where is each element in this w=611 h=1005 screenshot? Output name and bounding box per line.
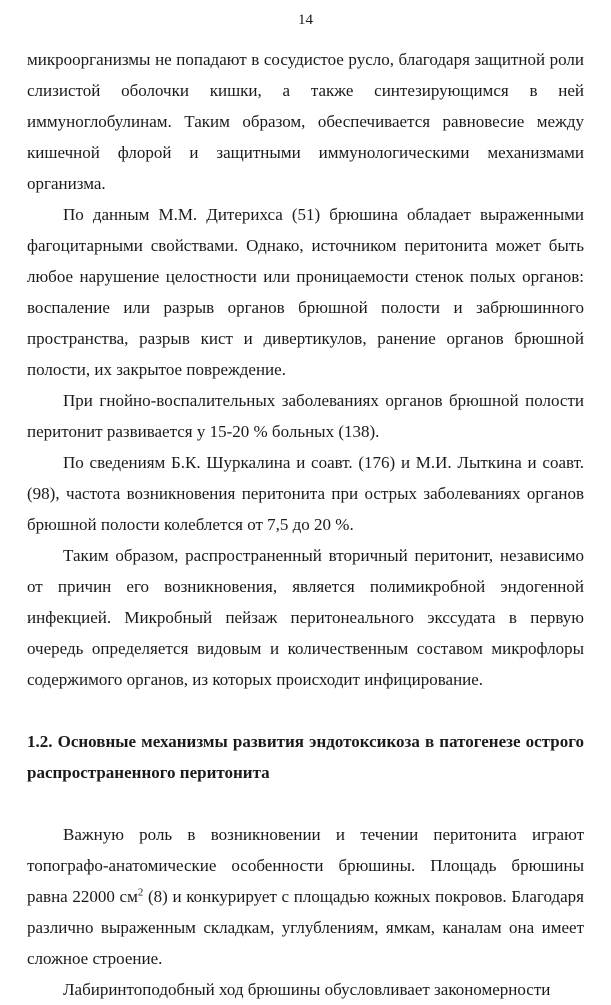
paragraph-text-part: (8) и конкурирует с площадью кожных покровов. Благодаря различно выраженным складкам, углублениям, ямкам, каналам она имеет сложное строение. xyxy=(27,887,584,968)
page-number: 14 xyxy=(298,12,313,28)
spacer xyxy=(27,695,584,726)
paragraph-continuation: микроорганизмы не попадают в сосудистое русло, благодаря защитной роли слизистой оболочки кишки, а также синтезирующимся в ней иммуноглобулинам. Таким образом, обеспечивается равновесие между кишечной флорой и защитными иммунологическими механизмами организма. xyxy=(27,50,584,193)
paragraph-frequency: По сведениям Б.К. Шуркалина и соавт. (176) и М.И. Лыткина и соавт. (98), частота возникновения перитонита при острых заболеваниях органов брюшной полости колеблется от 7,5 до 20 %. xyxy=(27,453,584,534)
superscript: 2 xyxy=(137,886,144,899)
spacer xyxy=(27,788,584,819)
paragraph-diterichs: По данным М.М. Дитерихса (51) брюшина обладает выраженными фагоцитарными свойствами. Однако, источником перитонита может быть любое нарушение целостности или проницаемости стенок полых органов: воспаление или разрыв органов брюшной полости и забрюшинного пространства, разрыв кист и дивертикулов, ранение органов брюшной полости, их закрытое повреждение. xyxy=(27,205,584,379)
paragraph-labyrinth: Лабиринтоподобный ход брюшины обусловливает закономерности xyxy=(63,980,551,999)
paragraph-conclusion: Таким образом, распространенный вторичный перитонит, независимо от причин его возникновения, является полимикробной эндогенной инфекцией. Микробный пейзаж перитонеального экссудата в первую очередь определяется видовым и количественным составом микрофлоры содержимого органов, из которых происходит инфицирование. xyxy=(27,546,584,689)
page-body xyxy=(27,44,584,1005)
paragraph-incidence: При гнойно-воспалительных заболеваниях органов брюшной полости перитонит развивается у 15-20 % больных (138). xyxy=(27,391,584,441)
paragraph-peritoneum-area xyxy=(27,819,584,974)
paragraph-text-part: Важную роль в возникновении и течении перитонита играют топографо-анатомические особенности брюшины. Площадь брюшины равна 22000 см xyxy=(27,825,584,906)
section-heading: 1.2. Основные механизмы развития эндотоксикоза в патогенезе острого распространенного перитонита xyxy=(27,732,584,782)
